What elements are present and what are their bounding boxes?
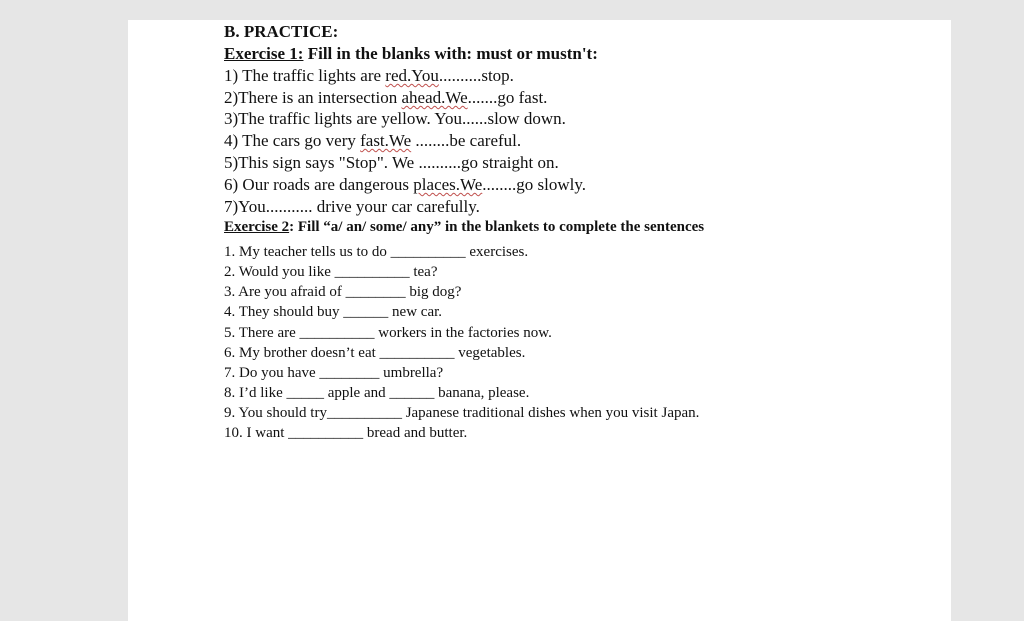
exercise1-heading [224, 44, 598, 64]
spellcheck-marked-text: places.We [413, 175, 483, 194]
exercise2-item: 5. There are __________ workers in the factories now. [224, 325, 552, 341]
exercise2-heading-label: Exercise 2 [224, 219, 290, 235]
item-text: ........go slowly. [482, 175, 587, 194]
item-text: ..........stop. [438, 66, 514, 85]
item-text: 6) Our roads are dangerous [224, 175, 414, 194]
item-text: 7)You........... drive your car carefully. [224, 197, 480, 216]
item-text: 2)There is an intersection [224, 88, 402, 107]
item-text: ........be careful. [411, 131, 522, 150]
exercise1-item [224, 131, 521, 151]
item-text: 5)This sign says "Stop". We ..........go straight on. [224, 153, 559, 172]
exercise2-item: 2. Would you like __________ tea? [224, 264, 438, 280]
exercise2-item: 3. Are you afraid of ________ big dog? [224, 284, 462, 300]
item-text: 3)The traffic lights are yellow. You......slow down. [224, 109, 566, 128]
exercise1-item [224, 66, 514, 86]
exercise1-heading-label: Exercise 1: [224, 44, 304, 63]
exercise1-item [224, 153, 559, 173]
section-title: B. PRACTICE: [224, 22, 339, 41]
exercise2-item: 7. Do you have ________ umbrella? [224, 365, 444, 381]
exercise2-item: 10. I want __________ bread and butter. [224, 425, 468, 441]
exercise2-item: 1. My teacher tells us to do __________ exercises. [224, 244, 529, 260]
spellcheck-marked-text: red.You [385, 66, 439, 85]
exercise1-item [224, 197, 480, 217]
exercise1-item [224, 175, 586, 195]
exercise2-item: 6. My brother doesn’t eat __________ vegetables. [224, 345, 526, 361]
exercise1-item [224, 109, 566, 129]
exercise2-item: 4. They should buy ______ new car. [224, 304, 443, 320]
exercise2-heading-text: : Fill “a/ an/ some/ any” in the blankets to complete the sentences [289, 219, 705, 235]
exercise1-item [224, 88, 547, 108]
spellcheck-marked-text: ahead.We [401, 88, 468, 107]
exercise2-heading [224, 219, 704, 236]
exercise2-item: 9. You should try__________ Japanese traditional dishes when you visit Japan. [224, 405, 700, 421]
document-page [128, 20, 951, 621]
item-text: 1) The traffic lights are [224, 66, 386, 85]
spellcheck-marked-text: fast.We [360, 131, 412, 150]
exercise2-item: 8. I’d like _____ apple and ______ banana, please. [224, 385, 530, 401]
item-text: 4) The cars go very [224, 131, 361, 150]
item-text: .......go fast. [467, 88, 548, 107]
exercise1-heading-text: Fill in the blanks with: must or mustn't: [303, 44, 598, 63]
